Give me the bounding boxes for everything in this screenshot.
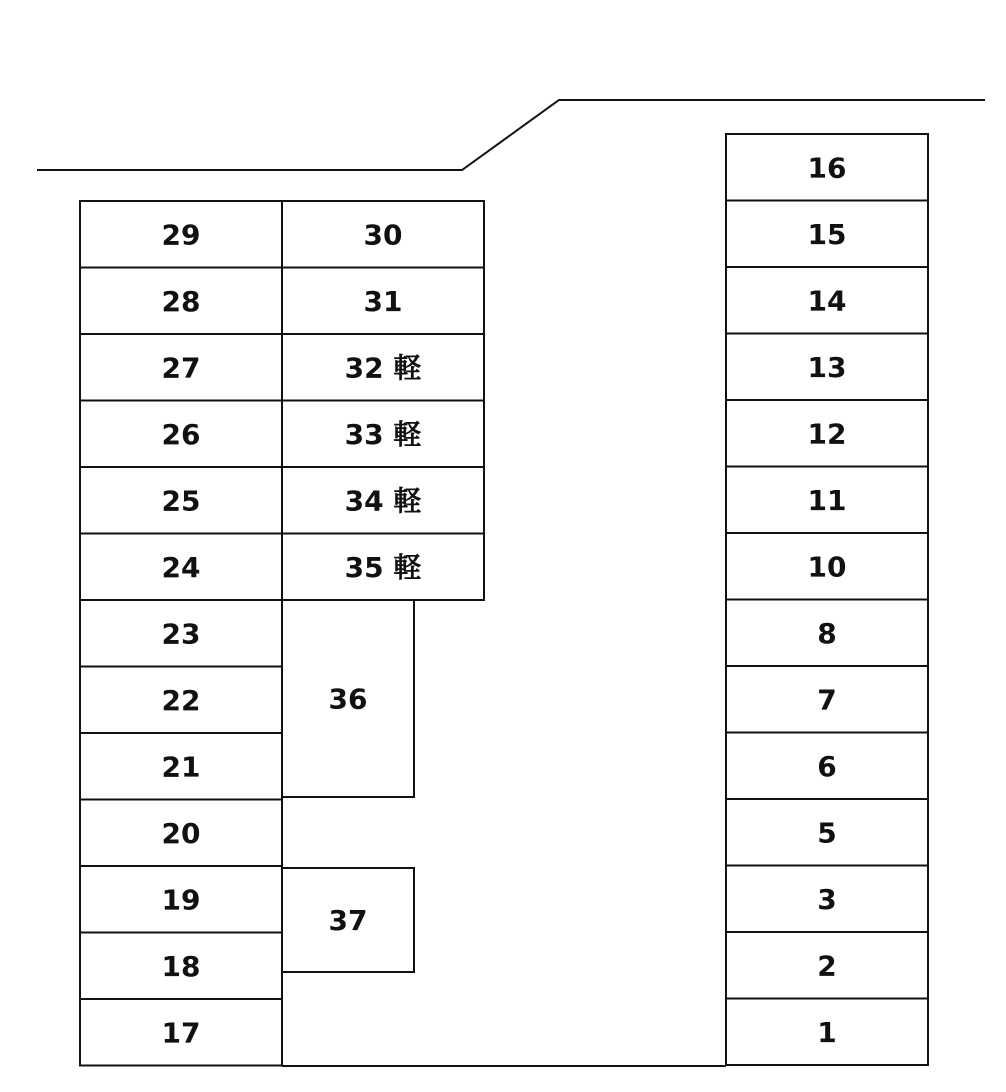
stall-number: 37 xyxy=(328,904,368,937)
stall-number: 1 xyxy=(817,1015,837,1049)
stall-number: 7 xyxy=(817,683,837,717)
stall-number: 14 xyxy=(807,284,847,318)
parking-stall xyxy=(282,268,484,335)
stall-number: 13 xyxy=(807,350,847,384)
stall-number: 20 xyxy=(161,816,201,850)
stall-number: 6 xyxy=(817,749,837,783)
parking-stall xyxy=(726,600,928,667)
parking-stall xyxy=(726,201,928,268)
stall-number: 10 xyxy=(807,550,847,584)
middle-stall-column xyxy=(282,201,484,600)
parking-stall xyxy=(80,401,282,468)
parking-stall xyxy=(726,334,928,401)
stall-number: 21 xyxy=(161,750,201,784)
stall-number: 31 xyxy=(363,284,403,318)
stall-number: 36 xyxy=(328,682,368,716)
parking-stall xyxy=(80,667,282,734)
stall-number: 27 xyxy=(161,351,201,385)
parking-stall xyxy=(726,533,928,600)
stall-number: 5 xyxy=(817,816,837,850)
parking-stall xyxy=(726,866,928,933)
stall-number: 22 xyxy=(161,683,201,717)
left-stall-column xyxy=(80,201,282,1066)
parking-stall xyxy=(726,733,928,800)
parking-stall xyxy=(80,800,282,867)
right-stall-column xyxy=(726,134,928,1065)
parking-stall xyxy=(282,600,414,797)
parking-stall xyxy=(726,267,928,334)
parking-stall xyxy=(726,932,928,999)
stall-number: 35 軽 xyxy=(344,550,422,584)
parking-stall xyxy=(726,134,928,201)
stall-number: 23 xyxy=(161,617,201,651)
parking-stall xyxy=(282,401,484,468)
stall-number: 15 xyxy=(807,217,847,251)
parking-stall xyxy=(726,666,928,733)
stall-number: 32 軽 xyxy=(344,351,422,385)
stall-number: 28 xyxy=(161,284,201,318)
stall-number: 2 xyxy=(817,949,837,983)
stall-number: 30 xyxy=(363,218,403,252)
parking-stall xyxy=(80,268,282,335)
parking-stall xyxy=(726,999,928,1066)
parking-stall xyxy=(80,999,282,1066)
stall-number: 33 軽 xyxy=(344,417,422,451)
parking-stall xyxy=(80,334,282,401)
stall-number: 17 xyxy=(161,1016,201,1050)
parking-stall xyxy=(80,733,282,800)
stall-number: 8 xyxy=(817,616,837,650)
stall-number: 26 xyxy=(161,417,201,451)
parking-stall xyxy=(282,467,484,534)
stall-number: 16 xyxy=(807,151,847,185)
stall-number: 29 xyxy=(161,218,201,252)
stall-number: 12 xyxy=(807,417,847,451)
parking-stall xyxy=(80,467,282,534)
parking-stall xyxy=(282,334,484,401)
stall-number: 11 xyxy=(807,483,847,517)
stall-number: 24 xyxy=(161,550,201,584)
parking-stall xyxy=(726,400,928,467)
parking-stall xyxy=(80,201,282,268)
parking-stall xyxy=(80,534,282,601)
stall-number: 19 xyxy=(161,883,201,917)
stall-number: 3 xyxy=(817,882,837,916)
stall-number: 34 軽 xyxy=(344,484,422,518)
parking-stall xyxy=(282,201,484,268)
stall-number: 25 xyxy=(161,484,201,518)
parking-stall xyxy=(282,868,414,972)
parking-stall xyxy=(726,799,928,866)
parking-stall xyxy=(726,467,928,534)
stall-number: 18 xyxy=(161,949,201,983)
middle-large-stalls xyxy=(282,600,414,972)
parking-stall xyxy=(282,534,484,601)
parking-stall xyxy=(80,866,282,933)
parking-stall xyxy=(80,600,282,667)
parking-stall xyxy=(80,933,282,1000)
